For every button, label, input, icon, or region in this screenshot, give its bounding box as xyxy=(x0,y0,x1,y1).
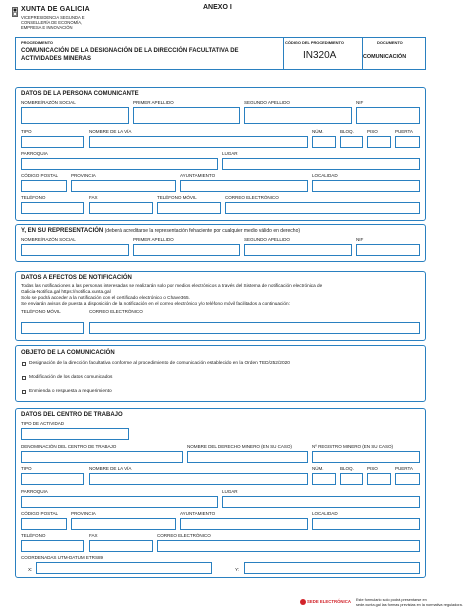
section-repr-note: (deberá acreditarse la representación fehaciente por cualquier medio válido en derecho) xyxy=(104,228,301,234)
centro-input-ayuntamiento[interactable] xyxy=(180,518,308,530)
checkbox-modificacion[interactable] xyxy=(22,376,26,380)
label-via: NOMBRE DE LA VÍA xyxy=(89,129,132,134)
input-puerta[interactable] xyxy=(395,136,420,148)
centro-label-piso: PISO xyxy=(367,466,378,471)
centro-label-tipo-actividad: TIPO DE ACTIVIDAD xyxy=(21,421,65,426)
input-provincia[interactable] xyxy=(71,180,176,192)
centro-input-registro[interactable] xyxy=(312,451,420,463)
notif-text-4: Se enviarán avisos de puesta a disposición de la notificación en el correo electrónico y/o teléfono móvil facilitados a continuación: xyxy=(21,301,290,306)
label-fax: FAX xyxy=(89,195,98,200)
label-piso: PISO xyxy=(367,129,378,134)
label-movil: TELÉFONO MÓVIL xyxy=(157,195,197,200)
centro-input-tipo-actividad[interactable] xyxy=(21,428,129,440)
centro-label-email: CORREO ELECTRÓNICO xyxy=(157,533,211,538)
repr-input-nombre[interactable] xyxy=(21,244,129,256)
label-num: NÚM. xyxy=(312,129,324,134)
notif-text-2: Galicia-Notifica.gal https://notifica.xunta.gal xyxy=(21,289,111,294)
input-bloq[interactable] xyxy=(340,136,363,148)
input-parroquia[interactable] xyxy=(21,158,218,170)
label-tipo: TIPO xyxy=(21,129,32,134)
repr-input-segundo-apellido[interactable] xyxy=(244,244,352,256)
label-bloq: BLOQ. xyxy=(340,129,354,134)
centro-input-email[interactable] xyxy=(157,540,420,552)
centro-input-num[interactable] xyxy=(312,473,336,485)
centro-label-tipo: TIPO xyxy=(21,466,32,471)
logo-sub-1: VICEPRESIDENCIA SEGUNDA E xyxy=(21,15,85,20)
centro-label-bloq: BLOQ. xyxy=(340,466,354,471)
repr-input-primer-apellido[interactable] xyxy=(133,244,240,256)
sede-electronica-icon xyxy=(300,599,306,605)
section-repr-title: Y, EN SU REPRESENTACIÓN xyxy=(21,228,104,234)
centro-label-lugar: LUGAR xyxy=(222,489,238,494)
procedure-code: IN320A xyxy=(303,50,337,61)
footer-line-1: Este formulario solo podrá presentarse en xyxy=(356,598,427,602)
label-localidad: LOCALIDAD xyxy=(312,173,338,178)
notif-text-1: Todas las notificaciones a las personas interesadas se realizarán solo por medios electrónicos a través del Sistema de notificación electrónica de xyxy=(21,283,323,288)
centro-input-puerta[interactable] xyxy=(395,473,420,485)
centro-label-provincia: PROVINCIA xyxy=(71,511,96,516)
centro-input-derecho[interactable] xyxy=(187,451,308,463)
centro-label-puerta: PUERTA xyxy=(395,466,413,471)
input-cp[interactable] xyxy=(21,180,67,192)
centro-label-denominacion: DENOMINACIÓN DEL CENTRO DE TRABAJO xyxy=(21,444,117,449)
notif-text-3: Solo se podrá acceder a la notificación con el certificado electrónico o Chave365. xyxy=(21,295,190,300)
label-segundo-apellido: SEGUNDO APELLIDO xyxy=(244,100,290,105)
centro-input-parroquia[interactable] xyxy=(21,496,218,508)
centro-label-parroquia: PARROQUIA xyxy=(21,489,48,494)
repr-label-nombre: NOMBRE/RAZÓN SOCIAL xyxy=(21,237,76,242)
repr-label-segundo-apellido: SEGUNDO APELLIDO xyxy=(244,237,290,242)
footer-line-2: sede.xunta.gal las formas previstas en la normativa reguladora. xyxy=(356,603,463,607)
label-lugar: LUGAR xyxy=(222,151,238,156)
centro-label-via: NOMBRE DE LA VÍA xyxy=(89,466,132,471)
input-localidad[interactable] xyxy=(312,180,420,192)
input-via[interactable] xyxy=(89,136,308,148)
procedure-title: COMUNICACIÓN DE LA DESIGNACIÓN DE LA DIRECCIÓN FACULTATIVA DE ACTIVIDADES MINERAS xyxy=(21,48,239,62)
centro-input-localidad[interactable] xyxy=(312,518,420,530)
label-cp: CÓDIGO POSTAL xyxy=(21,173,59,178)
input-nif[interactable] xyxy=(356,107,420,124)
footer-sede: SEDE ELECTRÓNICA xyxy=(307,599,351,604)
annex-label: ANEXO I xyxy=(203,4,232,11)
notif-label-movil: TELÉFONO MÓVIL xyxy=(21,309,61,314)
repr-label-nif: NIF xyxy=(356,237,364,242)
input-piso[interactable] xyxy=(367,136,391,148)
label-nif: NIF xyxy=(356,100,364,105)
input-tipo[interactable] xyxy=(21,136,84,148)
label-puerta: PUERTA xyxy=(395,129,413,134)
centro-input-lugar[interactable] xyxy=(222,496,420,508)
label-nombre: NOMBRE/RAZÓN SOCIAL xyxy=(21,100,76,105)
logo-sub-3: EMPRESA E INNOVACIÓN xyxy=(21,25,73,30)
centro-input-via[interactable] xyxy=(89,473,308,485)
centro-label-derecho: NOMBRE DEL DERECHO MINERO (EN SU CASO) xyxy=(187,444,292,449)
centro-input-provincia[interactable] xyxy=(71,518,176,530)
centro-label-registro: Nº REGISTRO MINERO (EN SU CASO) xyxy=(312,444,394,449)
centro-label-localidad: LOCALIDAD xyxy=(312,511,338,516)
centro-label-num: NÚM. xyxy=(312,466,324,471)
repr-input-nif[interactable] xyxy=(356,244,420,256)
procedure-code-head: CÓDIGO DEL PROCEDIMIENTO xyxy=(285,40,344,45)
centro-label-fax: FAX xyxy=(89,533,98,538)
centro-input-bloq[interactable] xyxy=(340,473,363,485)
label-provincia: PROVINCIA xyxy=(71,173,96,178)
label-email: CORREO ELECTRÓNICO xyxy=(225,195,279,200)
centro-label-y: Y: xyxy=(235,567,239,572)
section-repr-heading xyxy=(21,228,300,235)
centro-label-cp: CÓDIGO POSTAL xyxy=(21,511,59,516)
centro-input-tipo[interactable] xyxy=(21,473,84,485)
section-notif-title: DATOS A EFECTOS DE NOTIFICACIÓN xyxy=(21,275,132,281)
option-designacion: Designación de la dirección facultativa conforme al procedimiento de comunicación establecido en la Orden TED/252/2020 xyxy=(29,361,290,366)
centro-input-cp[interactable] xyxy=(21,518,67,530)
input-primer-apellido[interactable] xyxy=(133,107,240,124)
document-type: COMUNICACIÓN xyxy=(363,54,407,60)
notif-input-movil[interactable] xyxy=(21,322,84,334)
label-parroquia: PARROQUIA xyxy=(21,151,48,156)
centro-label-coordenadas: COORDENADAS UTM-DATUM ETRS89 xyxy=(21,555,103,560)
centro-input-x[interactable] xyxy=(36,562,212,574)
option-modificacion: Modificación de los datos comunicados xyxy=(29,375,113,380)
label-telefono: TELÉFONO xyxy=(21,195,46,200)
option-enmienda: Enmienda o respuesta a requerimiento xyxy=(29,389,112,394)
centro-input-denominacion[interactable] xyxy=(21,451,183,463)
centro-label-x: X: xyxy=(28,567,33,572)
input-num[interactable] xyxy=(312,136,336,148)
procedure-col-head: PROCEDIMENTO xyxy=(21,40,53,45)
centro-label-telefono: TELÉFONO xyxy=(21,533,46,538)
input-movil[interactable] xyxy=(157,202,221,214)
section-objeto-title: OBJETO DE LA COMUNICACIÓN xyxy=(21,350,115,356)
input-telefono[interactable] xyxy=(21,202,84,214)
logo-sub-2: CONSELLERÍA DE ECONOMÍA, xyxy=(21,20,83,25)
notif-label-email: CORREO ELECTRÓNICO xyxy=(89,309,143,314)
logo-name: XUNTA DE GALICIA xyxy=(21,6,90,13)
centro-input-fax[interactable] xyxy=(89,540,153,552)
input-ayuntamiento[interactable] xyxy=(180,180,308,192)
checkbox-designacion[interactable] xyxy=(22,362,26,366)
notif-input-email[interactable] xyxy=(89,322,420,334)
input-segundo-apellido[interactable] xyxy=(244,107,352,124)
centro-label-ayuntamiento: AYUNTAMIENTO xyxy=(180,511,216,516)
xunta-crest-icon xyxy=(12,7,18,17)
label-primer-apellido: PRIMER APELLIDO xyxy=(133,100,174,105)
input-email[interactable] xyxy=(225,202,420,214)
section-centro-title: DATOS DEL CENTRO DE TRABAJO xyxy=(21,412,123,418)
centro-input-telefono[interactable] xyxy=(21,540,84,552)
label-ayuntamiento: AYUNTAMIENTO xyxy=(180,173,216,178)
input-nombre[interactable] xyxy=(21,107,129,124)
input-lugar[interactable] xyxy=(222,158,420,170)
section-persona-title: DATOS DE LA PERSONA COMUNICANTE xyxy=(21,91,139,97)
repr-label-primer-apellido: PRIMER APELLIDO xyxy=(133,237,174,242)
centro-input-y[interactable] xyxy=(244,562,420,574)
checkbox-enmienda[interactable] xyxy=(22,390,26,394)
input-fax[interactable] xyxy=(89,202,153,214)
document-head: DOCUMENTO xyxy=(377,40,403,45)
centro-input-piso[interactable] xyxy=(367,473,391,485)
